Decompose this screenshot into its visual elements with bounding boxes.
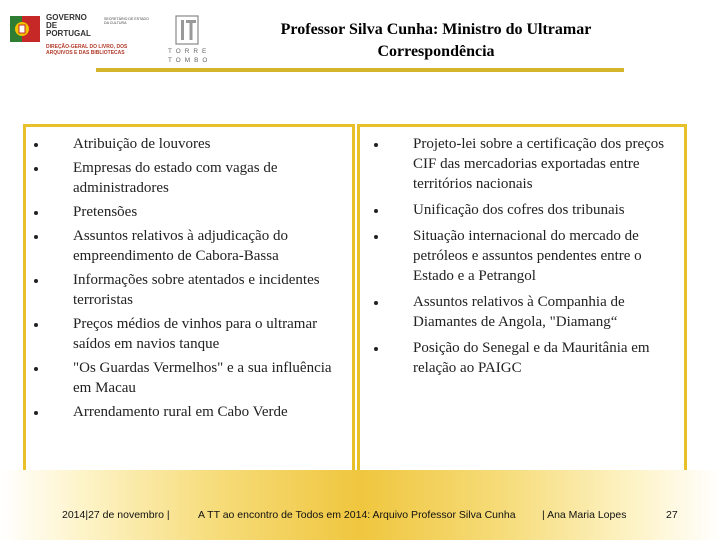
- list-item: Pretensões: [31, 202, 351, 222]
- page-title: [230, 19, 642, 63]
- directorate-name: DIREÇÃO-GERAL DO LIVRO, DOS ARQUIVOS E DAS BIBLIOTECAS: [46, 44, 128, 56]
- footer-bar: [0, 470, 720, 540]
- bullet-icon: [34, 279, 38, 283]
- list-item: Unificação dos cofres dos tribunais: [371, 200, 681, 220]
- government-name: GOVERNO DE PORTUGAL: [46, 13, 91, 38]
- right-topic-box: [357, 124, 687, 485]
- list-item: Arrendamento rural em Cabo Verde: [31, 402, 351, 422]
- list-item: "Os Guardas Vermelhos" e a sua influência em Macau: [31, 358, 351, 398]
- footer-author: | Ana Maria Lopes: [542, 509, 627, 521]
- bullet-icon: [34, 367, 38, 371]
- left-topic-list: [31, 134, 351, 426]
- list-item: Atribuição de louvores: [31, 134, 351, 154]
- bullet-icon: [34, 235, 38, 239]
- government-subtitle: SECRETÁRIO DE ESTADO DA CULTURA: [104, 17, 149, 26]
- bullet-icon: [34, 323, 38, 327]
- left-topic-box: [23, 124, 355, 485]
- bullet-icon: [374, 301, 378, 305]
- bullet-icon: [374, 143, 378, 147]
- title-line-1: Professor Silva Cunha: Ministro do Ultramar: [280, 21, 592, 38]
- bullet-icon: [374, 235, 378, 239]
- bullet-icon: [374, 209, 378, 213]
- list-item: Situação internacional do mercado de petróleos e assuntos pendentes entre o Estado e a Petrangol: [371, 226, 681, 286]
- list-item: Preços médios de vinhos para o ultramar saídos em navios tanque: [31, 314, 351, 354]
- torre-tombo-logo-icon: [173, 14, 201, 46]
- list-item: Assuntos relativos à Companhia de Diamantes de Angola, "Diamang“: [371, 292, 681, 332]
- title-line-2: Correspondência: [377, 43, 495, 60]
- bullet-icon: [34, 211, 38, 215]
- list-item: Informações sobre atentados e incidentes terroristas: [31, 270, 351, 310]
- archive-name: TORRE TOMBO: [168, 48, 212, 64]
- right-topic-list: [371, 134, 681, 384]
- header-logos: [8, 8, 213, 70]
- footer-event: A TT ao encontro de Todos em 2014: Arquivo Professor Silva Cunha: [198, 509, 516, 521]
- list-item: Assuntos relativos à adjudicação do empreendimento de Cabora-Bassa: [31, 226, 351, 266]
- bullet-icon: [34, 143, 38, 147]
- list-item: Projeto-lei sobre a certificação dos preços CIF das mercadorias exportadas entre territórios nacionais: [371, 134, 681, 194]
- bullet-icon: [34, 411, 38, 415]
- bullet-icon: [34, 167, 38, 171]
- bullet-icon: [374, 347, 378, 351]
- page-number: 27: [666, 509, 678, 521]
- list-item: Empresas do estado com vagas de administradores: [31, 158, 351, 198]
- footer-date: 2014|27 de novembro |: [62, 509, 170, 521]
- portugal-flag-icon: [8, 12, 42, 46]
- list-item: Posição do Senegal e da Mauritânia em relação ao PAIGC: [371, 338, 681, 378]
- title-underline: [96, 68, 624, 72]
